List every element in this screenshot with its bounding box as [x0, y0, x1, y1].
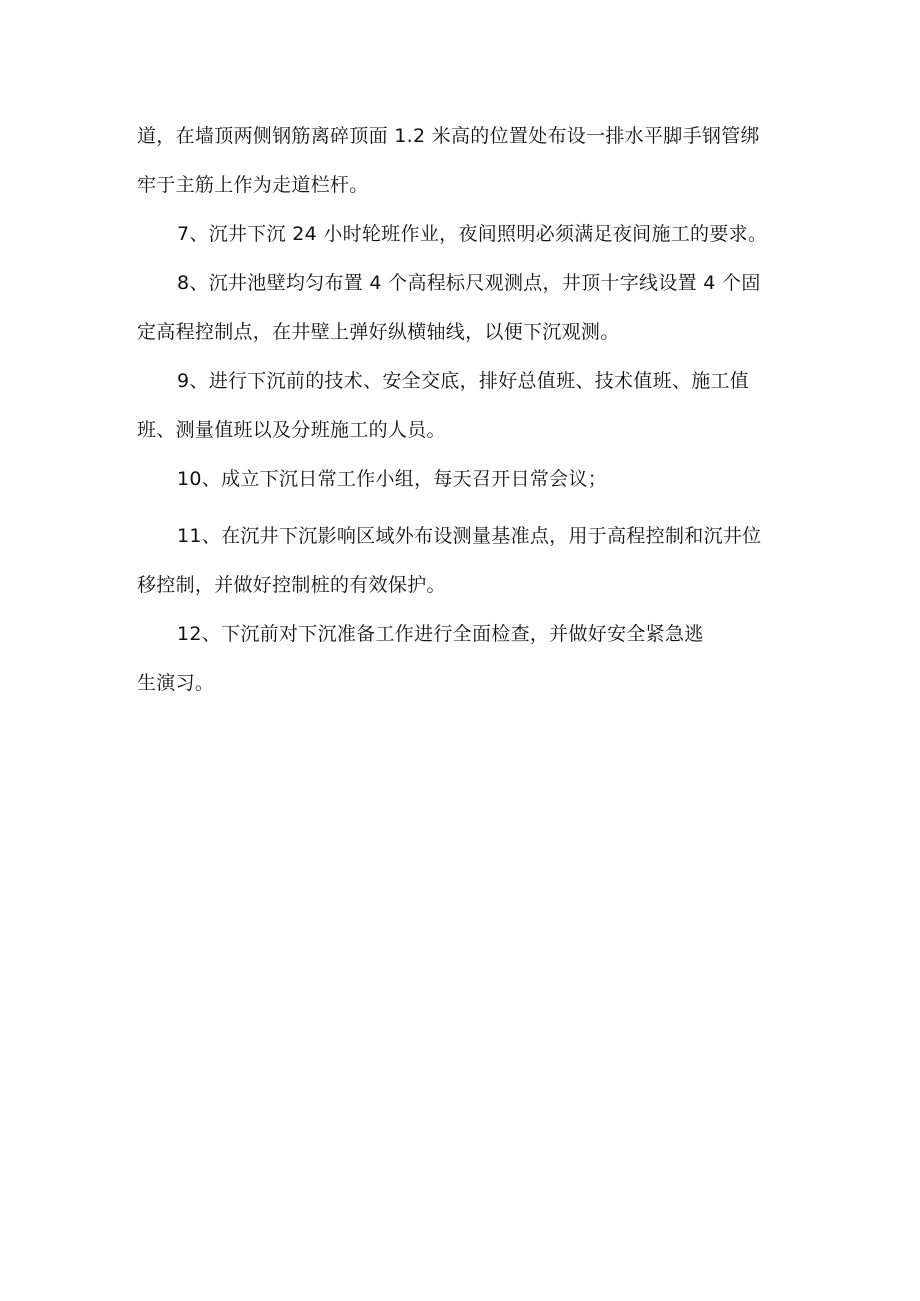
paragraph-12-line-2: 生演习。 [137, 672, 215, 694]
paragraph-8-line-1: 8、沉井池壁均匀布置 4 个高程标尺观测点，井顶十字线设置 4 个固 [177, 272, 761, 294]
paragraph-11-line-1: 11、在沉井下沉影响区域外布设测量基准点，用于高程控制和沉井位 [177, 525, 762, 547]
paragraph-6-line-1: 道，在墙顶两侧钢筋离碎顶面 1.2 米高的位置处布设一排水平脚手钢管绑 [137, 125, 760, 147]
paragraph-12-line-1: 12、下沉前对下沉准备工作进行全面检查，并做好安全紧急逃 [177, 623, 704, 645]
document-body [137, 112, 797, 708]
paragraph-6-line-2: 牢于主筋上作为走道栏杆。 [137, 174, 369, 196]
paragraph-11-line-2: 移控制，并做好控制桩的有效保护。 [137, 574, 446, 596]
paragraph-10: 10、成立下沉日常工作小组，每天召开日常会议； [177, 468, 608, 490]
paragraph-8-line-2: 定高程控制点，在井壁上弹好纵横轴线，以便下沉观测。 [137, 321, 620, 343]
paragraph-9-line-1: 9、进行下沉前的技术、安全交底，排好总值班、技术值班、施工值 [177, 370, 750, 392]
paragraph-7: 7、沉井下沉 24 小时轮班作业，夜间照明必须满足夜间施工的要求。 [177, 223, 768, 245]
paragraph-9-line-2: 班、测量值班以及分班施工的人员。 [137, 419, 446, 441]
